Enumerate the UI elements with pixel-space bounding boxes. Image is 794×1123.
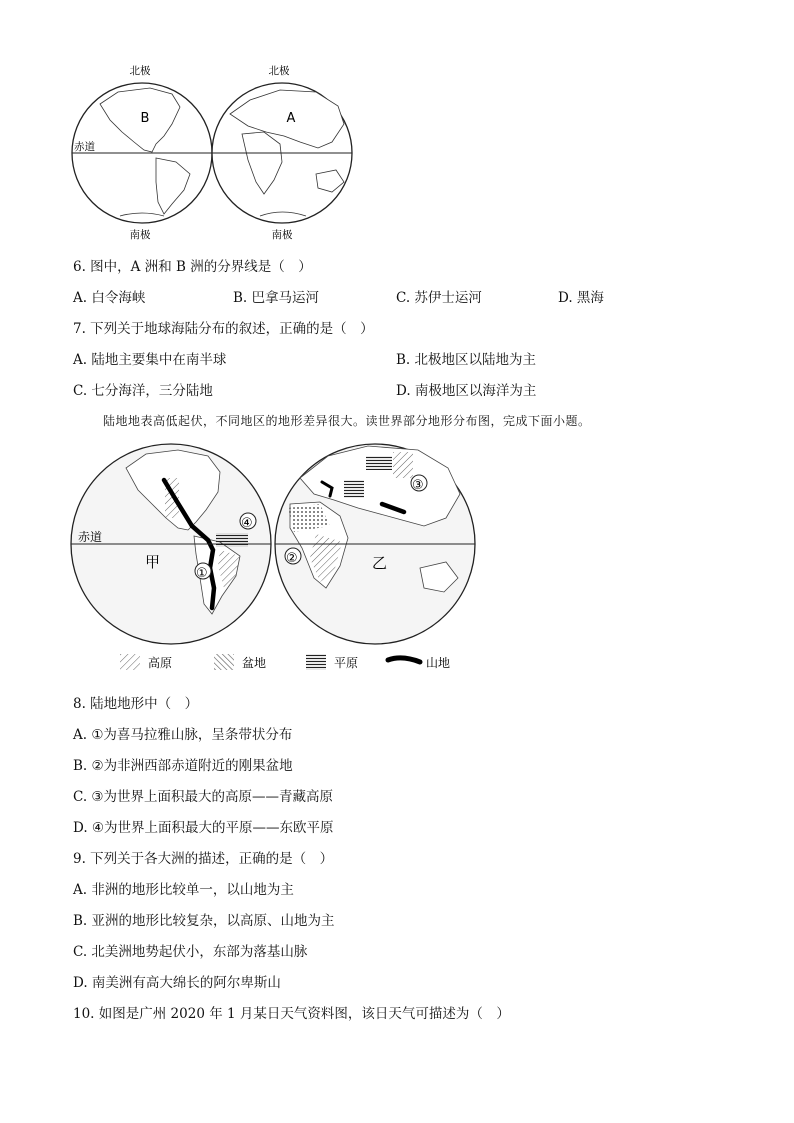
question-6-option-c[interactable]: C. 苏伊士运河 — [396, 290, 482, 306]
question-7-option-b[interactable]: B. 北极地区以陆地为主 — [396, 352, 537, 368]
question-7-option-d[interactable]: D. 南极地区以海洋为主 — [396, 383, 537, 399]
terrain-western-hemisphere — [71, 444, 271, 644]
western-hemisphere-label: 甲 — [145, 553, 161, 571]
legend-plain: 平原 — [334, 656, 359, 670]
question-6-option-d[interactable]: D. 黑海 — [558, 290, 604, 306]
question-8-option-b[interactable]: B. ②为非洲西部赤道附近的刚果盆地 — [73, 758, 293, 774]
continent-label-b: B — [140, 111, 150, 126]
terrain-intro-text: 陆地地表高低起伏，不同地区的地形差异很大。读世界部分地形分布图，完成下面小题。 — [103, 414, 591, 428]
legend-mountain: 山地 — [426, 656, 451, 670]
marker-4: ④ — [241, 516, 253, 531]
legend-plateau: 高原 — [148, 656, 173, 670]
continent-label-a: A — [286, 111, 296, 126]
terrain-map — [68, 438, 478, 678]
question-8-stem: 8. 陆地地形中（ ） — [73, 696, 199, 712]
eastern-hemisphere-label: 乙 — [372, 554, 388, 572]
question-7-option-c[interactable]: C. 七分海洋，三分陆地 — [73, 383, 213, 399]
question-6-stem: 6. 图中，A 洲和 B 洲的分界线是（ ） — [73, 259, 312, 275]
west-siberian-plain — [344, 480, 364, 498]
equator-label: 赤道 — [78, 530, 103, 544]
hemisphere-map-1 — [60, 62, 360, 247]
amazon-plain — [216, 533, 248, 547]
question-9-stem: 9. 下列关于各大洲的描述，正确的是（ ） — [73, 851, 334, 867]
question-9-option-d[interactable]: D. 南美洲有高大绵长的阿尔卑斯山 — [73, 975, 281, 991]
north-pole-label-right: 北极 — [268, 65, 290, 77]
legend-basin: 盆地 — [242, 656, 267, 670]
question-8-option-a[interactable]: A. ①为喜马拉雅山脉，呈条带状分布 — [73, 727, 293, 743]
south-pole-label-right: 南极 — [271, 229, 293, 241]
eastern-hemisphere — [212, 64, 352, 241]
legend-swatch-mountain — [388, 658, 420, 662]
question-8-option-c[interactable]: C. ③为世界上面积最大的高原——青藏高原 — [73, 789, 334, 805]
question-9-option-c[interactable]: C. 北美洲地势起伏小，东部为落基山脉 — [73, 944, 308, 960]
question-6-option-a[interactable]: A. 白令海峡 — [73, 290, 146, 306]
marker-2: ② — [286, 551, 298, 566]
question-6-option-b[interactable]: B. 巴拿马运河 — [233, 290, 320, 306]
east-european-plain — [366, 456, 392, 470]
question-10-stem: 10. 如图是广州 2020 年 1 月某日天气资料图，该日天气可描述为（ ） — [73, 1006, 510, 1022]
legend-swatch-basin — [214, 654, 234, 670]
south-pole-label-left: 南极 — [129, 229, 151, 241]
marker-3: ③ — [412, 478, 424, 493]
question-8-option-d[interactable]: D. ④为世界上面积最大的平原——东欧平原 — [73, 820, 334, 836]
equator-label: 赤道 — [74, 141, 95, 153]
north-pole-label-left: 北极 — [129, 65, 151, 77]
siberian-plateau — [393, 452, 413, 478]
legend-swatch-plain — [306, 654, 326, 670]
marker-1: ① — [196, 566, 208, 581]
question-9-option-b[interactable]: B. 亚洲的地形比较复杂，以高原、山地为主 — [73, 913, 335, 929]
question-9-option-a[interactable]: A. 非洲的地形比较单一，以山地为主 — [73, 882, 294, 898]
map-legend — [120, 654, 450, 670]
legend-swatch-plateau — [120, 654, 140, 670]
question-7-option-a[interactable]: A. 陆地主要集中在南半球 — [73, 352, 227, 368]
question-7-stem: 7. 下列关于地球海陆分布的叙述，正确的是（ ） — [73, 321, 374, 337]
terrain-eastern-hemisphere — [275, 444, 475, 644]
